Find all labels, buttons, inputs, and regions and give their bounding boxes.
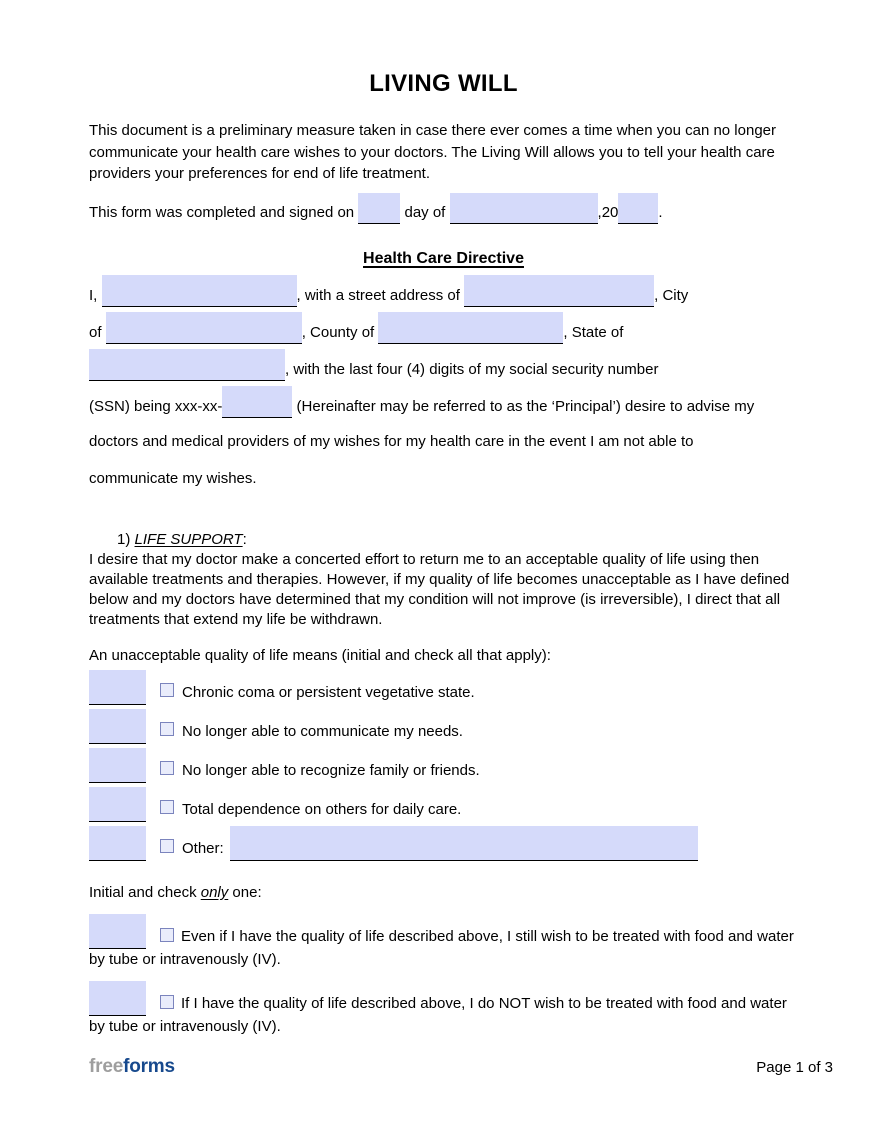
checklist-item-communicate xyxy=(89,710,798,744)
other-text-field[interactable] xyxy=(230,826,698,861)
section-title: LIFE SUPPORT xyxy=(134,530,243,548)
checkbox-feed-yes[interactable] xyxy=(160,928,174,942)
directive-text-state: , State of xyxy=(563,323,624,341)
directive-text-principal: (Hereinafter may be referred to as the ‘Principal’) desire to advise my xyxy=(296,397,755,415)
checklist-label: No longer able to communicate my needs. xyxy=(182,722,463,740)
directive-text-city: , City xyxy=(654,286,689,304)
year-field[interactable] xyxy=(618,193,658,224)
full-name-field[interactable] xyxy=(102,275,297,307)
city-field[interactable] xyxy=(106,312,302,344)
page-footer xyxy=(89,1056,833,1078)
signed-line-text-year-prefix: ,20 xyxy=(597,203,619,221)
directive-text-doctors: doctors and medical providers of my wishes for my health care in the event I am not able to xyxy=(89,432,694,450)
initials-field-other[interactable] xyxy=(89,826,146,861)
option-feed-yes xyxy=(89,914,798,970)
directive-paragraph xyxy=(89,275,798,497)
directive-text-ssn: (SSN) being xxx-xx- xyxy=(89,397,223,415)
directive-text-county: , County of xyxy=(301,323,375,341)
ssn-last4-field[interactable] xyxy=(222,386,292,418)
section-title-colon: : xyxy=(242,530,247,548)
option-label: If I have the quality of life described above, I do NOT wish to be treated with food and water by tube or intravenously (IV). xyxy=(89,994,787,1035)
checkbox-dependence[interactable] xyxy=(160,800,174,814)
initial-only-pre: Initial and check xyxy=(89,883,201,901)
checklist-label: Chronic coma or persistent vegetative state. xyxy=(182,683,475,701)
option-label: Even if I have the quality of life described above, I still wish to be treated with food and water by tube or intravenously (IV). xyxy=(89,927,794,968)
initials-field-feed-no[interactable] xyxy=(89,981,146,1016)
checklist-item-dependence xyxy=(89,788,798,822)
checklist-item-other xyxy=(89,827,798,861)
signed-line-period: . xyxy=(658,203,663,221)
directive-text-street: , with a street address of xyxy=(296,286,460,304)
checklist-instruction: An unacceptable quality of life means (initial and check all that apply): xyxy=(89,646,551,664)
directive-text-i: I, xyxy=(89,286,98,304)
signed-date-line xyxy=(89,193,798,233)
initial-only-instruction xyxy=(89,882,798,903)
directive-line-1 xyxy=(89,275,798,312)
checkbox-coma[interactable] xyxy=(160,683,174,697)
signed-line-text-dayof: day of xyxy=(404,203,446,221)
signed-line-text: This form was completed and signed on xyxy=(89,203,355,221)
logo-forms-text: forms xyxy=(123,1056,175,1077)
checklist-item-recognize xyxy=(89,749,798,783)
intro-paragraph: This document is a preliminary measure taken in case there ever comes a time when you can no longer communicate your health care wishes to your doctors. The Living Will allows you to tell your health care providers your preferences for end of life treatment. xyxy=(89,122,777,182)
initial-only-emphasis: only xyxy=(200,883,229,901)
county-field[interactable] xyxy=(378,312,563,344)
month-field[interactable] xyxy=(450,193,598,224)
option-feed-no xyxy=(89,981,798,1037)
unacceptable-quality-checklist xyxy=(89,671,798,861)
directive-text-of: of xyxy=(89,323,102,341)
initials-field-feed-yes[interactable] xyxy=(89,914,146,949)
initial-only-post: one: xyxy=(228,883,262,901)
initials-field-coma[interactable] xyxy=(89,670,146,705)
initials-field-recognize[interactable] xyxy=(89,748,146,783)
checkbox-recognize[interactable] xyxy=(160,761,174,775)
directive-line-4 xyxy=(89,386,798,423)
directive-text-ssn-intro: , with the last four (4) digits of my social security number xyxy=(285,360,659,378)
logo-free-text: free xyxy=(89,1056,124,1077)
checklist-item-coma xyxy=(89,671,798,705)
street-address-field[interactable] xyxy=(464,275,654,307)
directive-line-3 xyxy=(89,349,798,386)
initials-field-communicate[interactable] xyxy=(89,709,146,744)
checklist-label: Other: xyxy=(182,839,224,857)
directive-line-2 xyxy=(89,312,798,349)
directive-text-communicate: communicate my wishes. xyxy=(89,469,257,487)
page-indicator: Page 1 of 3 xyxy=(756,1059,833,1076)
checklist-label: No longer able to recognize family or friends. xyxy=(182,761,480,779)
checkbox-feed-no[interactable] xyxy=(160,995,174,1009)
checklist-label: Total dependence on others for daily care. xyxy=(182,800,462,818)
directive-heading: Health Care Directive xyxy=(363,249,524,267)
checkbox-other[interactable] xyxy=(160,839,174,853)
checkbox-communicate[interactable] xyxy=(160,722,174,736)
directive-line-5 xyxy=(89,423,798,460)
freeforms-logo xyxy=(89,1056,175,1078)
state-field[interactable] xyxy=(89,349,285,381)
page-title: LIVING WILL xyxy=(369,70,518,97)
section-number: 1) xyxy=(117,530,131,548)
day-field[interactable] xyxy=(358,193,400,224)
life-support-body: I desire that my doctor make a concerted effort to return me to an acceptable quality of life using then available treatments and therapies. However, if my quality of life becomes unacceptable as I have defined below and my doctors have determined that my condition will not improve (is irreversible), I direct that all treatments that extend my life be withdrawn. xyxy=(89,550,790,628)
life-support-heading xyxy=(89,530,798,550)
initials-field-dependence[interactable] xyxy=(89,787,146,822)
directive-line-6 xyxy=(89,460,798,497)
